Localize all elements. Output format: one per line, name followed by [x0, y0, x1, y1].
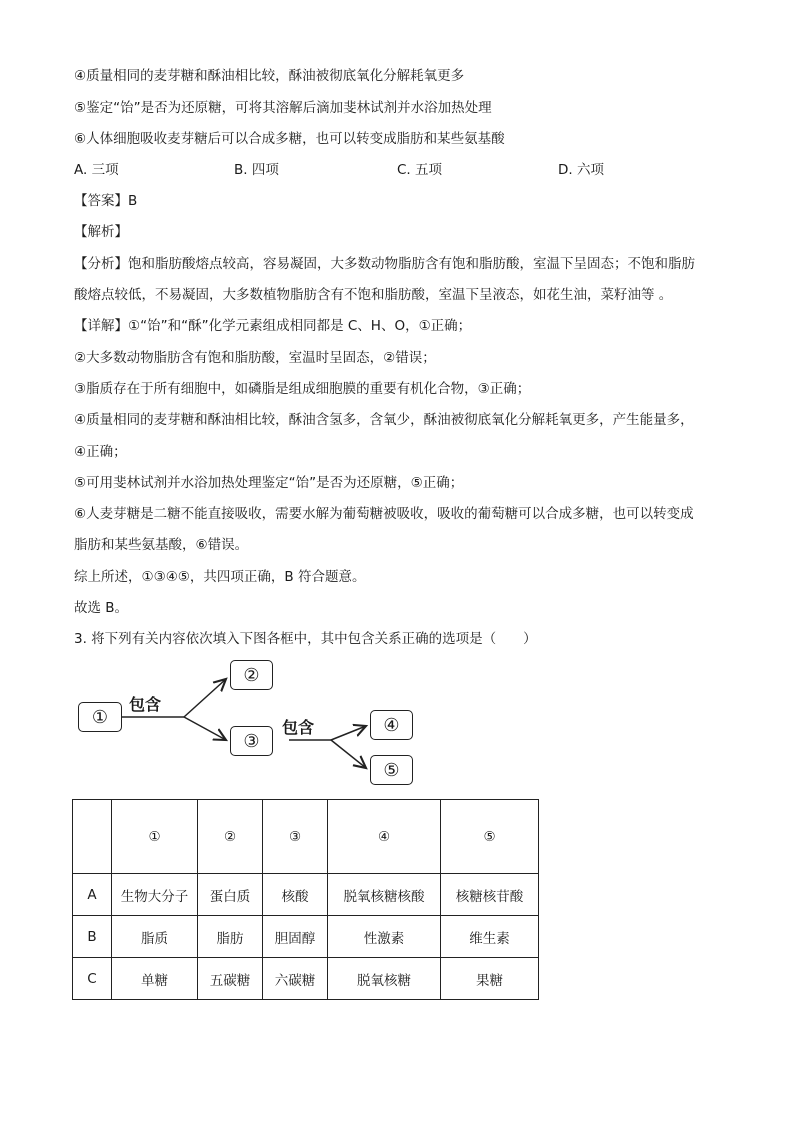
table-cell: B: [73, 916, 112, 958]
table-cell: 生物大分子: [112, 874, 198, 916]
table-cell: 脂质: [112, 916, 198, 958]
table-cell: 单糖: [112, 958, 198, 1000]
question-3: 3. 将下列有关内容依次填入下图各框中，其中包含关系正确的选项是（ ）: [74, 631, 537, 647]
table-cell: 脱氧核糖: [328, 958, 441, 1000]
diagram-node-3: ③: [230, 726, 273, 756]
table-row: [73, 958, 539, 1000]
table-cell: 五碳糖: [198, 958, 263, 1000]
analysis-line: 综上所述，①③④⑤，共四项正确，B 符合题意。: [74, 569, 366, 585]
analysis-line: 脂肪和某些氨基酸，⑥错误。: [74, 537, 249, 553]
table-cell: A: [73, 874, 112, 916]
option-d[interactable]: D. 六项: [558, 162, 604, 178]
arrow-to-node-2: [184, 679, 226, 717]
table-header-cell: ③: [263, 800, 328, 874]
diagram-node-2: ②: [230, 660, 273, 690]
statement-4: ④质量相同的麦芽糖和酥油相比较，酥油被彻底氧化分解耗氧更多: [74, 68, 465, 84]
table-cell: 脂肪: [198, 916, 263, 958]
arrow-to-node-4: [331, 726, 366, 740]
table-cell: 胆固醇: [263, 916, 328, 958]
option-a[interactable]: A. 三项: [74, 162, 119, 178]
analysis-line: ⑤可用斐林试剂并水浴加热处理鉴定“饴”是否为还原糖，⑤正确；: [74, 475, 464, 491]
analysis-line: 酸熔点较低，不易凝固，大多数植物脂肪含有不饱和脂肪酸，室温下呈液态，如花生油，菜籽油等 。: [74, 287, 673, 303]
option-c[interactable]: C. 五项: [397, 162, 443, 178]
table-header-row: [73, 800, 539, 874]
table-header-cell: ⑤: [441, 800, 539, 874]
table-cell: 果糖: [441, 958, 539, 1000]
table-cell: 核酸: [263, 874, 328, 916]
table-cell: 六碳糖: [263, 958, 328, 1000]
statement-5: ⑤鉴定“饴”是否为还原糖，可将其溶解后滴加斐林试剂并水浴加热处理: [74, 100, 492, 116]
diagram-node-5: ⑤: [370, 755, 413, 785]
option-b[interactable]: B. 四项: [234, 162, 279, 178]
analysis-line: ③脂质存在于所有细胞中，如磷脂是组成细胞膜的重要有机化合物，③正确；: [74, 381, 531, 397]
table-header-cell: ①: [112, 800, 198, 874]
answer-line: 【答案】B: [74, 193, 138, 209]
table-header-cell: [73, 800, 112, 874]
table-cell: 核糖核苷酸: [441, 874, 539, 916]
table-cell: 蛋白质: [198, 874, 263, 916]
analysis-line: 故选 B。: [74, 600, 129, 616]
analysis-line: ②大多数动物脂肪含有饱和脂肪酸，室温时呈固态，②错误；: [74, 350, 436, 366]
analysis-heading: 【解析】: [74, 224, 128, 240]
diagram-node-1: ①: [78, 702, 122, 732]
table-row: [73, 916, 539, 958]
analysis-line: ④质量相同的麦芽糖和酥油相比较，酥油含氢多，含氧少，酥油被彻底氧化分解耗氧更多，产生能量多，: [74, 412, 694, 428]
statement-6: ⑥人体细胞吸收麦芽糖后可以合成多糖，也可以转变成脂肪和某些氨基酸: [74, 131, 505, 147]
table-cell: C: [73, 958, 112, 1000]
edge-label-contains: 包含: [129, 695, 162, 714]
analysis-line: ⑥人麦芽糖是二糖不能直接吸收，需要水解为葡萄糖被吸收，吸收的葡萄糖可以合成多糖，也可以转变成: [74, 506, 694, 522]
diagram-node-4: ④: [370, 710, 413, 740]
table-cell: 性激素: [328, 916, 441, 958]
analysis-line: ④正确；: [74, 444, 127, 460]
analysis-line: 【详解】①“饴”和“酥”化学元素组成相同都是 C、H、O，①正确；: [74, 318, 472, 334]
options-table: [72, 799, 539, 1000]
answer-options: [74, 160, 714, 180]
table-row: [73, 874, 539, 916]
arrow-to-node-5: [331, 740, 366, 768]
edge-label-contains: 包含: [282, 718, 315, 737]
arrow-to-node-3: [184, 717, 226, 740]
table-cell: 维生素: [441, 916, 539, 958]
table-header-cell: ④: [328, 800, 441, 874]
analysis-line: 【分析】饱和脂肪酸熔点较高，容易凝固，大多数动物脂肪含有饱和脂肪酸，室温下呈固态；不饱和脂肪: [74, 256, 695, 272]
table-cell: 脱氧核糖核酸: [328, 874, 441, 916]
table-header-cell: ②: [198, 800, 263, 874]
